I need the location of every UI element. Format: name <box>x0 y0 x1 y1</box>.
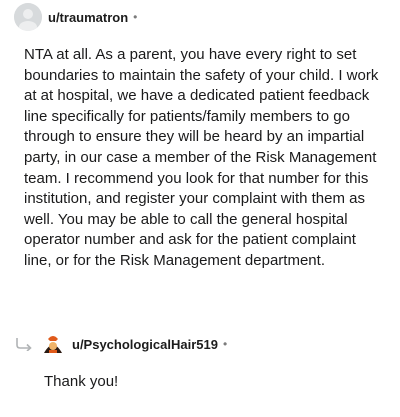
default-avatar-icon[interactable] <box>14 3 42 31</box>
comment-header <box>14 1 137 33</box>
comment-body: Thank you! <box>44 373 119 390</box>
user-avatar-icon[interactable] <box>40 331 66 357</box>
separator-dot: • <box>222 337 228 351</box>
separator-dot: • <box>133 10 138 24</box>
comment-header <box>14 328 227 360</box>
username[interactable]: u/PsychologicalHair519 <box>72 336 218 352</box>
username[interactable]: u/traumatron <box>48 9 129 25</box>
reply-arrow-icon <box>14 337 34 351</box>
comment-body: NTA at all. As a parent, you have every right to set boundaries to maintain the safety of your child. I work at at hospital, we have a dedicated patient feedback line specifically for patients/family members to go through to ensure they will be heard by an impartial party, in our case a member of the Risk Management team. I recommend you look for that number for this institution, and register your complaint with them as well. You may be able to call the general hospital operator number and ask for the patient complaint line, or for the Risk Management department. <box>24 46 379 269</box>
